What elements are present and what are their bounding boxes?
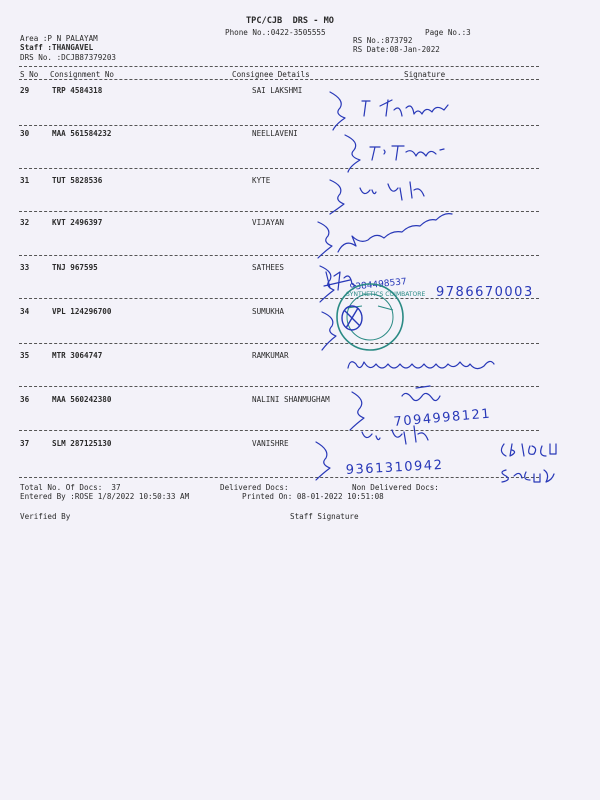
row-consignment: TUT 5828536 <box>52 176 103 185</box>
row-consignee: RAMKUMAR <box>252 351 289 360</box>
signature-scribble <box>502 470 554 482</box>
signature-scribble <box>348 361 494 368</box>
phone-handwriting: 9384498537 <box>349 277 408 293</box>
row-sno: 29 <box>20 86 30 95</box>
row-sno: 31 <box>20 176 30 185</box>
phone-handwriting: 9361310942 <box>345 457 444 478</box>
row-consignment: SLM 287125130 <box>52 439 112 448</box>
row-sno: 33 <box>20 263 30 272</box>
total-docs: Total No. Of Docs: 37 <box>20 483 121 492</box>
entered-by: Entered By :ROSE 1/8/2022 10:50:33 AM <box>20 492 190 501</box>
col-consignee: Consignee Details <box>232 70 310 79</box>
signature-scribble <box>501 444 556 456</box>
non-delivered-docs: Non Delivered Docs: <box>352 483 439 492</box>
row-consignee: SAI LAKSHMI <box>252 86 303 95</box>
row-consignment: MAA 560242380 <box>52 395 112 404</box>
phone-handwriting: 7094998121 <box>393 406 492 430</box>
row-consignment: MTR 3064747 <box>52 351 103 360</box>
report-title: TPC/CJB DRS - MO <box>246 16 334 26</box>
staff-signature-label: Staff Signature <box>290 512 359 521</box>
row-consignment: MAA 561584232 <box>52 129 112 138</box>
brace-mark <box>330 92 345 130</box>
signature-scribble <box>370 146 444 160</box>
rs-number: RS No.:873792 <box>353 36 413 45</box>
col-consignment: Consignment No <box>50 70 115 79</box>
page-number: Page No.:3 <box>425 28 471 37</box>
printed-on: Printed On: 08-01-2022 10:51:08 <box>242 492 384 501</box>
area-label: Area :P N PALAYAM <box>20 34 98 43</box>
delivered-docs: Delivered Docs: <box>220 483 289 492</box>
row-consignee: VIJAYAN <box>252 218 285 227</box>
row-consignment: KVT 2496397 <box>52 218 103 227</box>
brace-mark <box>316 442 330 480</box>
stamp-signature <box>342 306 362 330</box>
drs-number: DRS No. :DCJB87379203 <box>20 53 117 62</box>
signature-scribble <box>362 100 448 116</box>
row-consignee: VANISHRE <box>252 439 289 448</box>
brace-mark <box>318 222 332 258</box>
row-sno: 36 <box>20 395 30 404</box>
brace-mark <box>330 180 344 214</box>
row-consignee: SATHEES <box>252 263 285 272</box>
row-sno: 30 <box>20 129 30 138</box>
brace-mark <box>322 312 336 350</box>
signature-scribble <box>402 386 440 401</box>
row-sno: 34 <box>20 307 30 316</box>
signature-scribble <box>360 182 424 200</box>
row-sno: 32 <box>20 218 30 227</box>
phone-number: Phone No.:0422-3505555 <box>225 28 326 37</box>
row-consignee: NALINI SHANMUGHAM <box>252 395 330 404</box>
brace-mark <box>345 135 360 172</box>
row-consignee: NEELLAVENI <box>252 129 298 138</box>
brace-mark <box>350 392 364 430</box>
phone-handwriting: 9786670003 <box>436 285 534 300</box>
row-consignee: KYTE <box>252 176 271 185</box>
stamp-text: SYNTHETICS COIMBATORE <box>346 291 426 298</box>
col-sno: S No <box>20 70 39 79</box>
signature-scribble <box>338 214 452 252</box>
row-consignment: TNJ 967595 <box>52 263 98 272</box>
row-consignee: SUMUKHA <box>252 307 285 316</box>
row-consignment: TRP 4584318 <box>52 86 103 95</box>
verified-by: Verified By <box>20 512 71 521</box>
rs-date: RS Date:08-Jan-2022 <box>353 45 440 54</box>
staff-label: Staff :THANGAVEL <box>20 43 94 52</box>
col-signature: Signature <box>404 70 446 79</box>
row-sno: 37 <box>20 439 30 448</box>
row-sno: 35 <box>20 351 30 360</box>
row-consignment: VPL 124296700 <box>52 307 112 316</box>
